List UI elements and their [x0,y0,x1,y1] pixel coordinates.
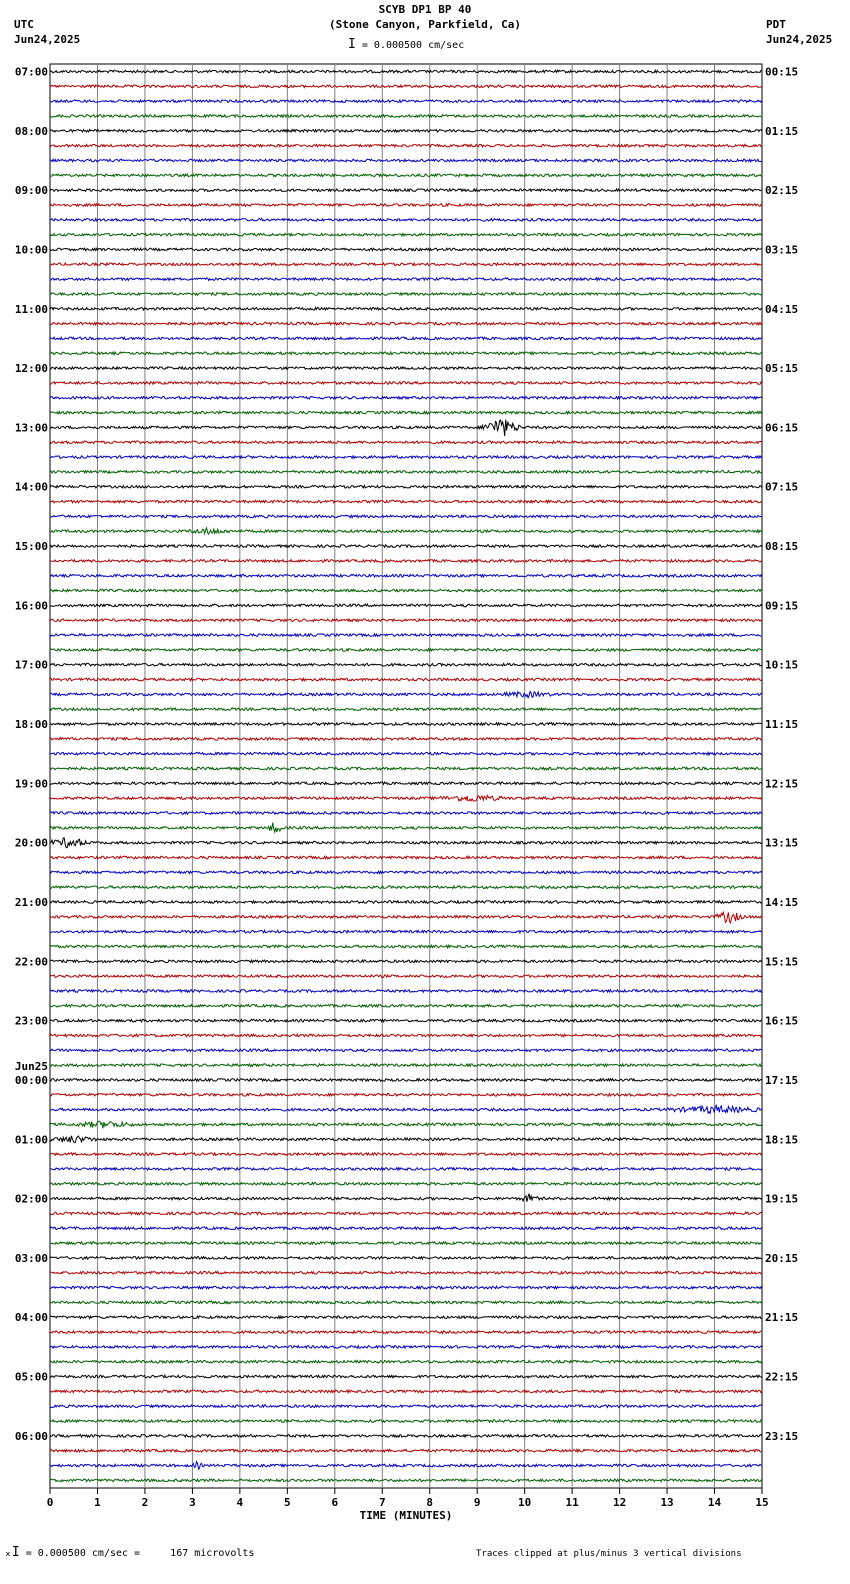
seismic-trace-19 [50,352,762,355]
seismic-trace-54 [50,871,762,874]
seismic-trace-22 [50,397,762,400]
seismic-trace-10 [50,219,762,222]
chart-title: SCYB DP1 BP 40 [378,3,472,16]
seismic-trace-83 [50,1301,762,1304]
right-hour-label: 06:15 [765,421,799,435]
scale-bar-icon: I [348,37,356,52]
seismic-trace-15 [50,293,762,296]
seismic-trace-75 [50,1183,762,1186]
left-hour-label: 17:00 [14,658,48,672]
x-tick-label: 14 [707,1496,722,1509]
left-hour-label: 00:00 [14,1073,48,1087]
seismic-trace-34 [50,574,762,577]
seismic-trace-33 [50,560,762,563]
seismic-trace-55 [50,886,762,889]
right-hour-label: 03:15 [765,243,799,257]
seismic-trace-56 [50,901,762,904]
right-hour-label: 01:15 [765,124,799,138]
seismic-trace-76 [50,1194,762,1202]
left-hour-label: 19:00 [14,777,48,791]
right-hour-label: 12:15 [765,777,799,791]
seismic-trace-13 [50,263,762,266]
seismic-trace-95 [50,1479,762,1482]
right-hour-label: 08:15 [765,540,799,554]
seismic-trace-50 [50,812,762,815]
x-tick-label: 4 [236,1496,244,1509]
left-hour-label: 01:00 [14,1133,48,1147]
right-timezone-label: PDT [766,18,786,31]
left-hour-label: 21:00 [14,895,48,909]
seismic-trace-52 [50,838,762,848]
seismic-trace-78 [50,1227,762,1230]
footer-clip-note: Traces clipped at plus/minus 3 vertical divisions [476,1549,742,1559]
seismic-trace-51 [50,823,762,833]
x-tick-label: 0 [46,1496,54,1509]
seismic-trace-80 [50,1257,762,1260]
left-timezone-label: UTC [14,18,34,31]
right-hour-label: 13:15 [765,836,799,850]
x-tick-label: 13 [660,1496,674,1509]
seismic-trace-26 [50,456,762,459]
right-hour-label: 22:15 [765,1370,799,1384]
seismic-trace-7 [50,174,762,177]
seismic-trace-5 [50,144,762,147]
x-tick-label: 8 [426,1496,434,1509]
seismic-trace-59 [50,945,762,948]
left-hour-label: 09:00 [14,184,48,198]
seismic-trace-28 [50,485,762,488]
seismic-trace-65 [50,1034,762,1037]
seismic-trace-27 [50,471,762,474]
seismic-trace-79 [50,1242,762,1245]
seismic-trace-2 [50,100,762,103]
date-change-label: Jun25 [14,1059,48,1073]
right-hour-label: 09:15 [765,599,799,613]
left-hour-label: 13:00 [14,421,48,435]
x-tick-label: 11 [565,1496,579,1509]
seismic-trace-70 [50,1105,762,1113]
left-hour-label: 12:00 [14,362,48,376]
x-tick-label: 12 [612,1496,627,1509]
seismic-trace-39 [50,649,762,652]
right-hour-label: 05:15 [765,362,799,376]
seismic-trace-23 [50,411,762,414]
seismic-trace-24 [50,420,762,436]
seismic-trace-90 [50,1405,762,1408]
seismic-trace-74 [50,1168,762,1171]
seismic-trace-72 [50,1136,762,1143]
right-hour-label: 10:15 [765,658,799,672]
left-hour-label: 07:00 [14,65,48,79]
seismic-trace-84 [50,1316,762,1319]
right-hour-label: 02:15 [765,184,799,198]
footer-scale-note [4,1547,254,1560]
seismic-trace-9 [50,204,762,207]
right-hour-label: 17:15 [765,1073,799,1087]
x-tick-label: 10 [518,1496,532,1509]
footer-scale-bar-icon: ₓI [4,1545,20,1560]
x-tick-label: 1 [94,1496,101,1509]
right-hour-label: 18:15 [765,1133,799,1147]
seismic-trace-62 [50,990,762,993]
seismic-trace-94 [50,1462,762,1470]
left-hour-label: 10:00 [14,243,48,257]
seismic-trace-38 [50,634,762,637]
seismic-trace-4 [50,130,762,133]
seismic-trace-53 [50,856,762,859]
seismic-trace-81 [50,1271,762,1274]
seismic-trace-17 [50,322,762,325]
seismic-trace-1 [50,85,762,88]
left-hour-label: 11:00 [14,302,48,316]
left-hour-label: 14:00 [14,480,48,494]
x-tick-label: 3 [189,1496,196,1509]
right-hour-label: 14:15 [765,895,799,909]
seismic-trace-46 [50,752,762,755]
seismic-trace-57 [50,912,762,923]
right-hour-label: 07:15 [765,480,799,494]
right-hour-label: 15:15 [765,955,799,969]
seismic-trace-8 [50,189,762,192]
seismic-trace-16 [50,308,762,311]
seismic-trace-37 [50,619,762,622]
seismic-trace-14 [50,278,762,281]
x-tick-label: 9 [473,1496,481,1509]
right-hour-label: 04:15 [765,302,799,316]
left-hour-label: 23:00 [14,1014,48,1028]
seismic-trace-0 [50,70,762,73]
seismic-trace-71 [50,1121,762,1128]
seismic-trace-12 [50,248,762,251]
right-hour-label: 20:15 [765,1251,799,1265]
seismic-trace-31 [50,528,762,534]
seismic-trace-64 [50,1019,762,1022]
seismic-trace-6 [50,159,762,162]
seismic-trace-67 [50,1064,762,1067]
seismic-trace-69 [50,1094,762,1097]
right-date-label: Jun24,2025 [766,33,833,46]
x-tick-label: 7 [378,1496,386,1509]
plot-frame [50,64,762,1488]
seismic-trace-40 [50,663,762,666]
seismic-trace-48 [50,782,762,785]
seismic-trace-87 [50,1360,762,1363]
scale-value: = 0.000500 cm/sec [361,40,465,51]
left-hour-label: 08:00 [14,124,48,138]
left-hour-label: 06:00 [14,1429,48,1443]
seismic-trace-25 [50,441,762,444]
seismic-trace-43 [50,708,762,711]
seismic-trace-63 [50,1005,762,1008]
seismic-trace-88 [50,1375,762,1378]
seismic-trace-32 [50,545,762,548]
right-hour-label: 21:15 [765,1311,799,1325]
left-date-label: Jun24,2025 [14,33,81,46]
left-hour-label: 03:00 [14,1251,48,1265]
x-tick-label: 6 [331,1496,339,1509]
seismic-trace-20 [50,367,762,370]
x-tick-label: 5 [284,1496,291,1509]
seismic-trace-30 [50,515,762,518]
seismic-trace-68 [50,1079,762,1082]
footer-scale-text: = 0.000500 cm/sec = 167 microvolts [25,1548,255,1559]
seismic-trace-58 [50,930,762,933]
chart-subtitle: (Stone Canyon, Parkfield, Ca) [328,18,522,31]
right-hour-label: 16:15 [765,1014,799,1028]
left-hour-label: 04:00 [14,1311,48,1325]
seismic-trace-93 [50,1449,762,1452]
seismic-trace-66 [50,1049,762,1052]
seismic-trace-61 [50,975,762,978]
seismic-trace-41 [50,678,762,681]
seismic-trace-77 [50,1212,762,1215]
left-hour-label: 20:00 [14,836,48,850]
right-hour-label: 23:15 [765,1429,799,1443]
x-axis-title: TIME (MINUTES) [359,1509,453,1522]
left-hour-label: 22:00 [14,955,48,969]
seismic-trace-44 [50,723,762,726]
seismic-trace-91 [50,1420,762,1423]
x-tick-label: 2 [141,1496,149,1509]
seismic-trace-11 [50,233,762,236]
seismic-trace-73 [50,1153,762,1156]
seismic-trace-36 [50,604,762,607]
left-hour-label: 16:00 [14,599,48,613]
seismic-trace-92 [50,1435,762,1438]
seismic-trace-86 [50,1346,762,1349]
right-hour-label: 11:15 [765,718,799,732]
left-hour-label: 02:00 [14,1192,48,1206]
seismic-trace-89 [50,1390,762,1393]
seismic-trace-35 [50,589,762,592]
seismic-trace-45 [50,738,762,741]
seismic-trace-85 [50,1331,762,1334]
seismic-trace-49 [50,796,762,802]
seismic-trace-47 [50,767,762,770]
right-hour-label: 19:15 [765,1192,799,1206]
seismic-trace-42 [50,692,762,698]
seismic-trace-21 [50,382,762,385]
seismic-trace-18 [50,337,762,340]
left-hour-label: 18:00 [14,718,48,732]
seismic-trace-3 [50,115,762,118]
seismic-trace-60 [50,960,762,963]
left-hour-label: 05:00 [14,1370,48,1384]
left-hour-label: 15:00 [14,540,48,554]
seismic-trace-82 [50,1286,762,1289]
right-hour-label: 00:15 [765,65,799,79]
seismic-trace-29 [50,500,762,503]
x-tick-label: 15 [755,1496,769,1509]
